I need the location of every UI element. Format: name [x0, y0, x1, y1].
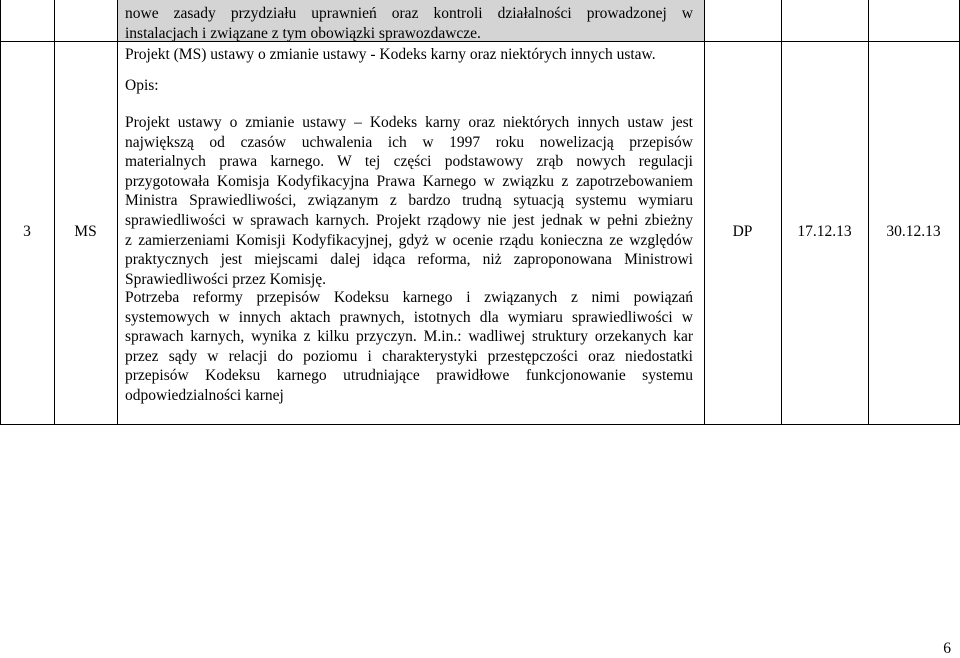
- ministry-abbr: MS: [74, 223, 97, 240]
- page-number: 6: [943, 640, 951, 657]
- description-paragraph-1: [125, 113, 693, 289]
- text-line: Sprawiedliwości przez Komisję.: [125, 270, 327, 288]
- date-to: 30.12.13: [886, 223, 941, 240]
- text-line: Ministra Sprawiedliwości, związanym z bardzo trudną sytuacją systemu wymiaru: [125, 192, 693, 210]
- text-line: przygotowała Komisja Kodyfikacyjna Prawa Karnego w związku z zapotrzebowaniem: [125, 172, 693, 190]
- table-border: [0, 424, 960, 425]
- continued-description: [125, 4, 693, 43]
- text-line: systemowych w innych aktach prawnych, istotnych dla wymiaru sprawiedliwości w: [125, 308, 693, 326]
- text-line: nowe zasady przydziału uprawnień oraz kontroli działalności prowadzonej w: [125, 5, 693, 22]
- text-line: sprawach karnych, wynika z kilku przyczyn. M.in.: wadliwej struktury orzekanych kar: [125, 328, 693, 346]
- text-line: przepisów Kodeksu karnego utrudniające prawidłowe funkcjonowanie systemu: [125, 367, 693, 385]
- text-line: największą od czasów uchwalenia ich w 1997 roku nowelizacją przepisów: [125, 133, 693, 151]
- text-line: Potrzeba reformy przepisów Kodeksu karnego i związanych z nimi powiązań: [125, 289, 693, 306]
- text-line: z zamierzeniami Komisji Kodyfikacyjnej, gdyż w ocenie rządu konieczna ze względów: [125, 231, 693, 249]
- date-from: 17.12.13: [797, 223, 852, 240]
- table-border: [0, 0, 1, 425]
- opis-label: Opis:: [125, 77, 159, 94]
- table-border: [117, 0, 118, 425]
- table-border: [781, 0, 782, 425]
- text-line: Projekt ustawy o zmianie ustawy – Kodeks karny oraz niektórych innych ustaw jest: [125, 114, 693, 131]
- text-line: praktycznych jest miejscami dalej idąca reforma, niż zaproponowana Ministrowi: [125, 251, 693, 269]
- document-type: DP: [732, 223, 753, 240]
- description-paragraph-2: [125, 288, 693, 406]
- text-line: przez sądy w relacji do poziomu i charakterystyki przestępczości oraz niedostatki: [125, 347, 693, 365]
- table-border: [54, 0, 55, 425]
- text-line: sprawiedliwości w sprawach karnych. Projekt rządowy nie jest jednak w pełni zbieżny: [125, 211, 693, 229]
- table-border: [868, 0, 869, 425]
- table-border: [704, 0, 705, 425]
- project-title: Projekt (MS) ustawy o zmianie ustawy - Kodeks karny oraz niektórych innych ustaw.: [125, 46, 656, 63]
- text-line: odpowiedzialności karnej: [125, 386, 284, 404]
- text-line: materialnych prawa karnego. W tej części podstawowy zrąb nowych regulacji: [125, 153, 693, 171]
- text-line: instalacjach i związane z tym obowiązki sprawozdawcze.: [125, 24, 481, 42]
- row-number: 3: [23, 223, 31, 240]
